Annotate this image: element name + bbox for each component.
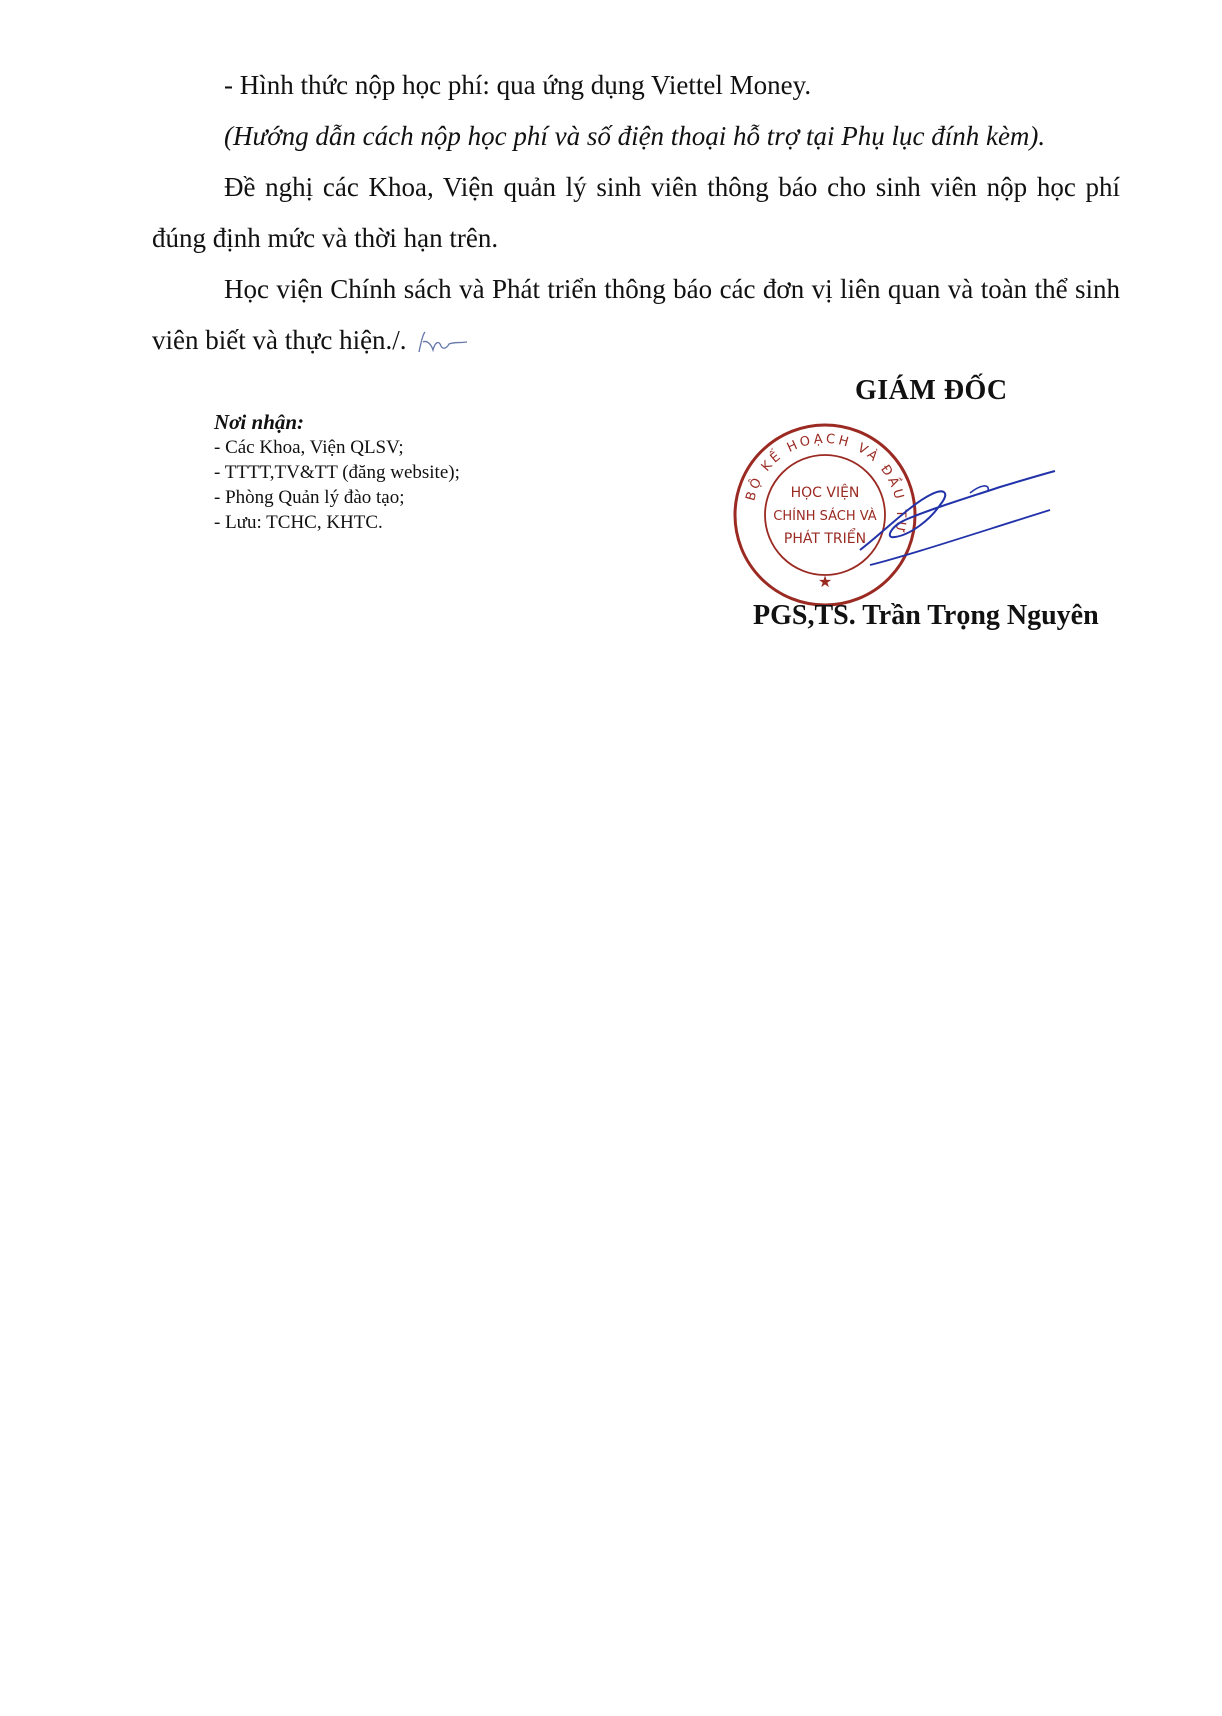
recipients-list bbox=[214, 435, 460, 535]
recipients-label: Nơi nhận: bbox=[214, 410, 305, 434]
closing-paragraph bbox=[152, 264, 1120, 366]
guide-note-line: (Hướng dẫn cách nộp học phí và số điện thoại hỗ trợ tại Phụ lục đính kèm). bbox=[224, 121, 1046, 151]
handwritten-signature bbox=[850, 465, 1060, 575]
svg-text:★: ★ bbox=[817, 572, 833, 591]
seal-line-1: HỌC VIỆN bbox=[790, 485, 860, 501]
recipient-item: - TTTT,TV&TT (đăng website); bbox=[214, 462, 460, 483]
recipient-item: - Các Khoa, Viện QLSV; bbox=[214, 437, 404, 458]
svg-text:BỘ KẾ HOẠCH VÀ ĐẦU TƯ: BỘ KẾ HOẠCH VÀ ĐẦU TƯ bbox=[743, 431, 909, 537]
seal-line-2: CHÍNH SÁCH VÀ bbox=[773, 509, 877, 524]
signer-title: GIÁM ĐỐC bbox=[855, 375, 1008, 406]
recipient-item: - Lưu: TCHC, KHTC. bbox=[214, 512, 383, 533]
signer-name: PGS,TS. Trần Trọng Nguyên bbox=[753, 600, 1099, 631]
seal-line-3: PHÁT TRIỂN bbox=[783, 531, 867, 547]
recipients-block bbox=[214, 410, 460, 535]
request-paragraph: Đề nghị các Khoa, Viện quản lý sinh viên thông báo cho sinh viên nộp học phí đúng định mức và thời hạn trên. bbox=[152, 172, 1120, 253]
initials-mark bbox=[413, 328, 473, 358]
document-body bbox=[152, 60, 1120, 366]
signature-block bbox=[730, 375, 1150, 645]
closing-text: Học viện Chính sách và Phát triển thông báo các đơn vị liên quan và toàn thể sinh viên biết và thực hiện./. bbox=[152, 274, 1120, 355]
recipient-item: - Phòng Quản lý đào tạo; bbox=[214, 487, 405, 508]
payment-method-line: - Hình thức nộp học phí: qua ứng dụng Viettel Money. bbox=[224, 70, 812, 100]
